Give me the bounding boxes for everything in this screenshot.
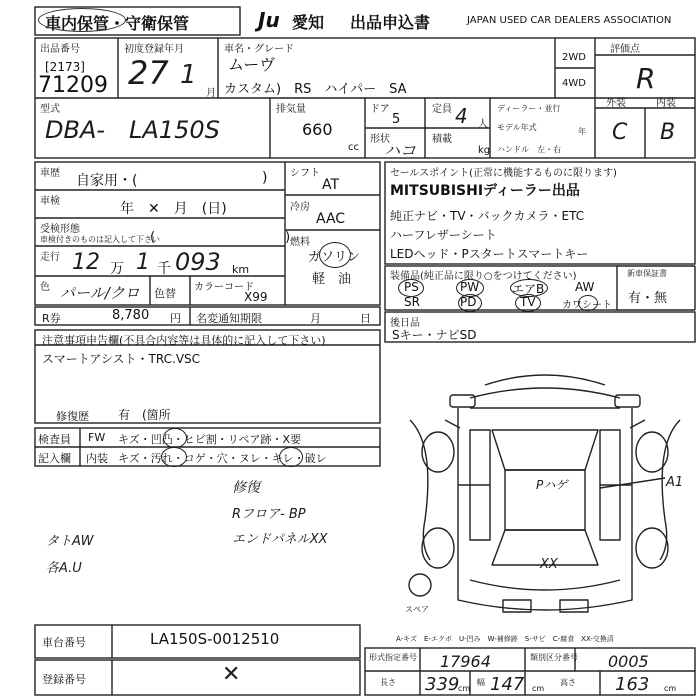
width-unit: cm [532,684,545,693]
length-label: 長さ [380,678,396,687]
inspector-fw-items: キズ・凹凸・ヒビ割・リペア跡・X要 [118,433,302,446]
type-number-value: 17964 [440,652,491,671]
sales-point-1: MITSUBISHIディーラー出品 [390,183,580,199]
class-number-label: 類別区分番号 [530,653,578,662]
sales-points-header: セールスポイント(正常に機能するものに限ります) [390,168,617,179]
model-year-label: モデル年式 [497,123,537,132]
disp-label: 排気量 [276,104,306,115]
equip-sheet: カワシート [562,300,612,311]
color-change-label: 色替 [154,287,176,300]
model-grade: カスタム) RS ハイパー SA [224,82,407,97]
model-name: ムーヴ [228,55,276,74]
lot-number: 71209 [38,73,108,98]
mileage-man-unit: 万 [110,261,124,277]
length-unit: cm [458,684,471,693]
handwritten-note-2: Rフロア- BP [232,507,306,522]
inspector-interior-items: キズ・汚れ・コゲ・穴・ヌレ・キレ・破レ [118,452,327,465]
interior-label: 内装 [656,98,676,109]
equip-sr: SR [404,295,420,309]
shape-value: ハコ [384,141,417,160]
type-value: DBA- LA150S [45,116,220,144]
loadcap-label: 積載 [432,134,452,145]
mileage-sen-unit: 千 [157,261,171,277]
color-code-value: X99 [244,290,268,304]
equip-aw: AW [575,280,595,294]
equip-airbag: エアB [512,282,545,296]
width-label: 幅 [477,678,485,687]
registration-value: ✕ [222,662,241,687]
color-value: パール/クロ [60,284,140,302]
handwritten-note-3: エンドパネルXX [232,532,328,547]
height-label: 高さ [560,678,576,687]
height-unit: cm [664,684,677,693]
handwritten-note-5: 各A.U [46,561,82,576]
repair-history-label: 修復歴 [56,410,89,423]
inspection-type-note: 車検付きのものは記入して下さい [40,235,160,244]
recycle-label: R券 [42,312,61,325]
diagram-left-side [410,420,430,560]
lot-small: [2173] [45,60,85,74]
shape-label: 形状 [370,134,390,145]
inspector-label-2: 記入欄 [38,452,71,465]
inspector-fw: FW [88,431,106,444]
diagram-hood-line [470,388,620,398]
inspection-type-paren: ( ) [150,230,291,245]
form-title: 出品申込書 [350,13,431,32]
mileage-label: 走行 [40,252,60,263]
diagram-mark-right: A1 [666,475,684,490]
cap-label: 定員 [432,104,452,115]
inspection-value: 年 ✕ 月 (日) [120,201,227,217]
dealer-label: ディーラー・並行 [497,104,561,113]
recycle-day: 日 [360,312,371,325]
lot-label: 出品番号 [40,44,80,55]
org-region: 愛知 [292,13,325,32]
ju-logo: Ju [258,8,280,32]
chassis-value: LA150S-0012510 [150,630,280,648]
diagram-right-side [660,420,680,560]
mileage-unit: km [232,263,250,276]
org-english: JAPAN USED CAR DEALERS ASSOCIATION [467,15,672,26]
inspector-label-1: 検査員 [38,433,71,446]
later-items-label: 後日品 [390,318,420,329]
loadcap-kg: kg [478,145,491,156]
equip-tv: TV [520,295,536,309]
sales-point-4: LEDヘッド・Pスタートスマートキー [390,247,589,261]
inspector-interior: 内装 [86,452,108,465]
shift-value: AT [322,177,340,193]
history-label: 車歴 [40,168,60,179]
notes-body: スマートアシスト・TRC.VSC [42,352,201,366]
diagram-legend: A-キズ E-エクボ U-凹み W-補修跡 S-サビ C-腐食 XX-交換済 [396,635,614,643]
equip-ps: PS [404,280,419,294]
disp-unit: cc [348,142,359,153]
sales-point-2: 純正ナビ・TV・バックカメラ・ETC [390,209,585,223]
first-reg-month: 1 [180,60,197,90]
color-label: 色 [40,282,50,293]
type-number-label: 形式指定番号 [369,653,417,662]
history-close: ) [262,170,268,186]
diagram-wheel-fl [422,432,454,472]
warranty-label: 新車保証書 [627,269,667,278]
color-code-label: カラーコード [194,282,254,293]
mileage-rest: 093 [175,248,221,276]
class-number-value: 0005 [608,652,649,671]
first-reg-month-unit: 月 [206,88,216,99]
diagram-wheel-rr [636,528,668,568]
later-items-value: Sキー・ナビSD [392,328,477,342]
equipment-header: 装備品(純正品に限り○をつけてください) [390,271,577,282]
fuel-diesel: 軽 油 [312,272,352,287]
diagram-body-outline [458,408,632,610]
history-value: 自家用・( [76,173,138,189]
recycle-unit: 円 [170,312,181,325]
inspection-label: 車検 [40,196,60,207]
door-label: ドア [370,104,390,115]
sales-point-3: ハーフレザーシート [390,228,497,242]
shift-label: シフト [290,168,320,179]
model-year-unit: 年 [578,127,586,136]
recycle-deadline-label: 名変通知期限 [196,312,262,325]
disp-value: 660 [302,120,333,139]
inspection-type-label: 受検形態 [40,224,80,235]
score-value: R [636,62,656,95]
diagram-spare-tire [409,574,431,596]
first-reg-year: 27 [128,54,169,92]
repair-history-value: 有 (箇所 [118,408,171,422]
door-value: 5 [392,112,401,127]
diagram-windshield [492,430,598,470]
recycle-month: 月 [310,312,321,325]
fuel-gasoline: ガソリン [308,250,361,265]
diagram-headlight-left [450,395,475,407]
registration-label: 登録番号 [42,673,86,686]
exterior-grade: C [612,120,628,145]
equip-pw: PW [460,280,480,294]
recycle-value: 8,780 [112,308,150,323]
storage-label: 車内保管・守衛保管 [45,14,190,33]
first-reg-label: 初度登録年月 [124,44,184,55]
chassis-label: 車台番号 [42,636,86,649]
ac-value: AAC [316,211,346,227]
length-value: 339 [425,674,460,695]
drive-4wd: 4WD [562,78,586,89]
ac-label: 冷房 [290,202,310,213]
mileage-sen: 1 [136,250,150,275]
diagram-wheel-rl [422,528,454,568]
cap-value: 4 [455,104,468,128]
equip-pd: PD [460,295,477,309]
diagram-rear-bumper [470,580,620,590]
warranty-value: 有・無 [628,291,668,306]
type-label: 型式 [40,104,60,115]
diagram-spare-label: スペア [405,605,429,614]
handwritten-note-4: タトAW [46,534,94,549]
fuel-label: 燃料 [290,237,310,248]
exterior-label: 外装 [606,98,626,109]
height-value: 163 [615,674,650,695]
diagram-wheel-fr [636,432,668,472]
notes-header: 注意事項申告欄(不具合内容等は具体的に記入して下さい) [42,334,326,347]
model-label: 車名・グレード [224,44,294,55]
score-label: 評価点 [610,44,640,55]
cap-unit: 人 [478,119,488,130]
diagram-front-bumper [485,375,605,385]
diagram-headlight-right [615,395,640,407]
drive-2wd: 2WD [562,52,586,63]
handle-label: ハンドル 左・右 [497,145,561,154]
diagram-mark-rear: XX [540,557,558,572]
interior-grade: B [660,120,676,145]
handwritten-note-1: 修復 [232,480,260,496]
mileage-man: 12 [72,250,100,275]
width-value: 147 [490,674,525,695]
diagram-mark-center: Pハゲ [536,478,568,492]
